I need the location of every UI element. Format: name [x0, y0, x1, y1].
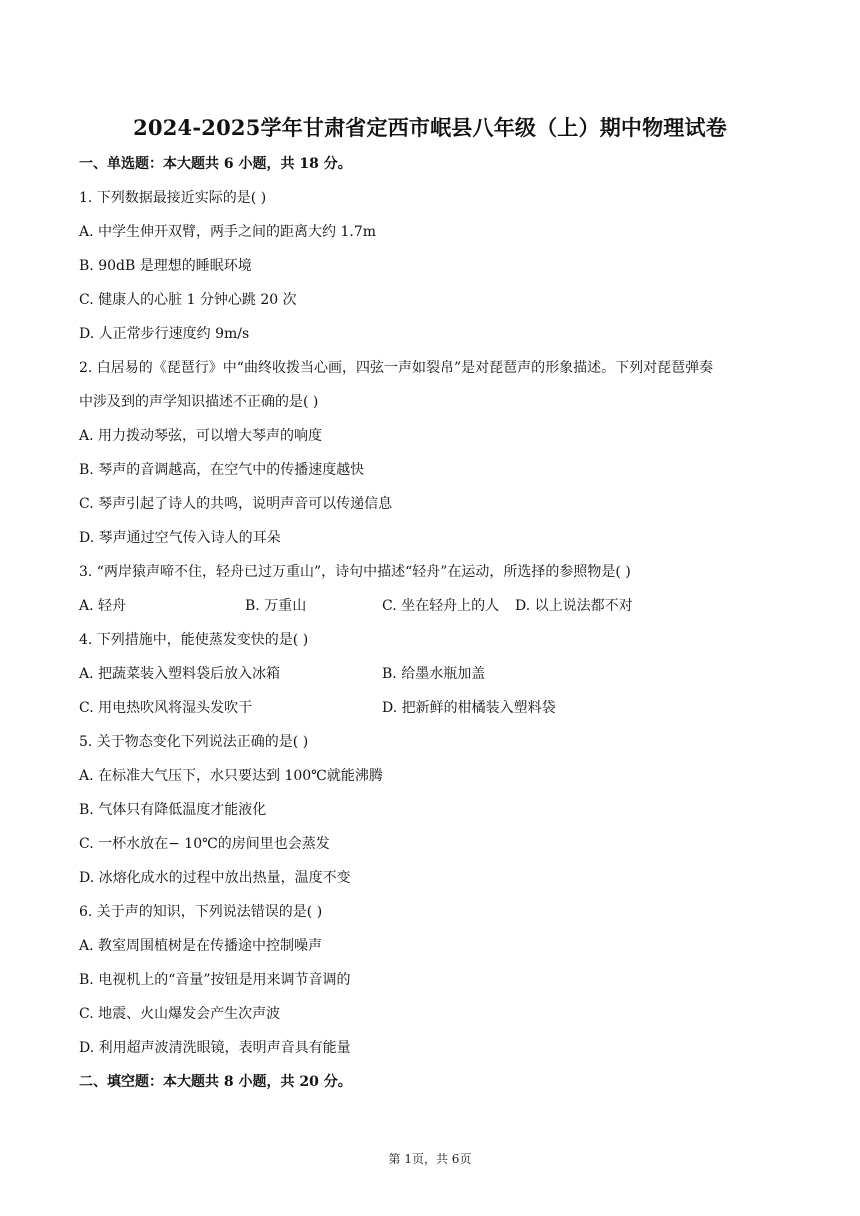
- question-2-option-c: C. 琴声引起了诗人的共鸣，说明声音可以传递信息: [79, 496, 393, 512]
- question-6-option-b: B. 电视机上的“音量”按钮是用来调节音调的: [79, 972, 351, 988]
- question-4-option-b: B. 给墨水瓶加盖: [382, 666, 486, 682]
- question-2-option-a: A. 用力拨动琴弦，可以增大琴声的响度: [79, 428, 323, 444]
- page-title: 2024-2025学年甘肃省定西市岷县八年级（上）期中物理试卷: [133, 115, 727, 140]
- question-4-option-c: C. 用电热吹风将湿头发吹干: [79, 700, 253, 716]
- question-4-option-d: D. 把新鲜的柑橘装入塑料袋: [382, 700, 556, 716]
- question-4-option-a: A. 把蔬菜装入塑料袋后放入冰箱: [79, 666, 281, 682]
- question-2-stem-line-1: 2. 白居易的《琵琶行》中“曲终收拨当心画，四弦一声如裂帛”是对琵琶声的形象描述。下列对琵琶弹奏: [79, 360, 714, 376]
- question-1-option-a: A. 中学生伸开双臂，两手之间的距离大约 1.7m: [79, 224, 376, 240]
- question-5-option-c: C. 一杯水放在− 10℃的房间里也会蒸发: [79, 836, 330, 852]
- question-3-stem: 3. “两岸猿声啼不住，轻舟已过万重山”，诗句中描述“轻舟”在运动，所选择的参照物是( ): [79, 564, 631, 580]
- question-6-option-a: A. 教室周围植树是在传播途中控制噪声: [79, 938, 323, 954]
- question-5-option-d: D. 冰熔化成水的过程中放出热量，温度不变: [79, 870, 351, 886]
- question-6-option-d: D. 利用超声波清洗眼镜，表明声音具有能量: [79, 1040, 351, 1056]
- question-2-option-b: B. 琴声的音调越高，在空气中的传播速度越快: [79, 462, 365, 478]
- question-3-option-a: A. 轻舟: [79, 598, 127, 614]
- question-5-stem: 5. 关于物态变化下列说法正确的是( ): [79, 734, 309, 750]
- question-6-stem: 6. 关于声的知识，下列说法错误的是( ): [79, 904, 323, 920]
- question-1-option-c: C. 健康人的心脏 1 分钟心跳 20 次: [79, 292, 297, 308]
- question-3-option-c: C. 坐在轻舟上的人: [382, 598, 500, 614]
- question-5-option-a: A. 在标准大气压下，水只要达到 100℃就能沸腾: [79, 768, 383, 784]
- section-heading-single-choice: 一、单选题：本大题共 6 小题，共 18 分。: [79, 156, 352, 172]
- page-footer: 第 1页，共 6页: [388, 1152, 472, 1166]
- question-4-stem: 4. 下列措施中，能使蒸发变快的是( ): [79, 632, 309, 648]
- question-3-option-b: B. 万重山: [245, 598, 307, 614]
- question-2-option-d: D. 琴声通过空气传入诗人的耳朵: [79, 530, 281, 546]
- question-1-stem: 1. 下列数据最接近实际的是( ): [79, 190, 267, 206]
- question-5-option-b: B. 气体只有降低温度才能液化: [79, 802, 267, 818]
- question-3-option-d: D. 以上说法都不对: [515, 598, 633, 614]
- question-2-stem-line-2: 中涉及到的声学知识描述不正确的是( ): [79, 394, 319, 410]
- question-1-option-d: D. 人正常步行速度约 9m/s: [79, 326, 250, 342]
- section-heading-fill-in: 二、填空题：本大题共 8 小题，共 20 分。: [79, 1074, 352, 1090]
- question-1-option-b: B. 90dB 是理想的睡眠环境: [79, 258, 252, 274]
- question-6-option-c: C. 地震、火山爆发会产生次声波: [79, 1006, 281, 1022]
